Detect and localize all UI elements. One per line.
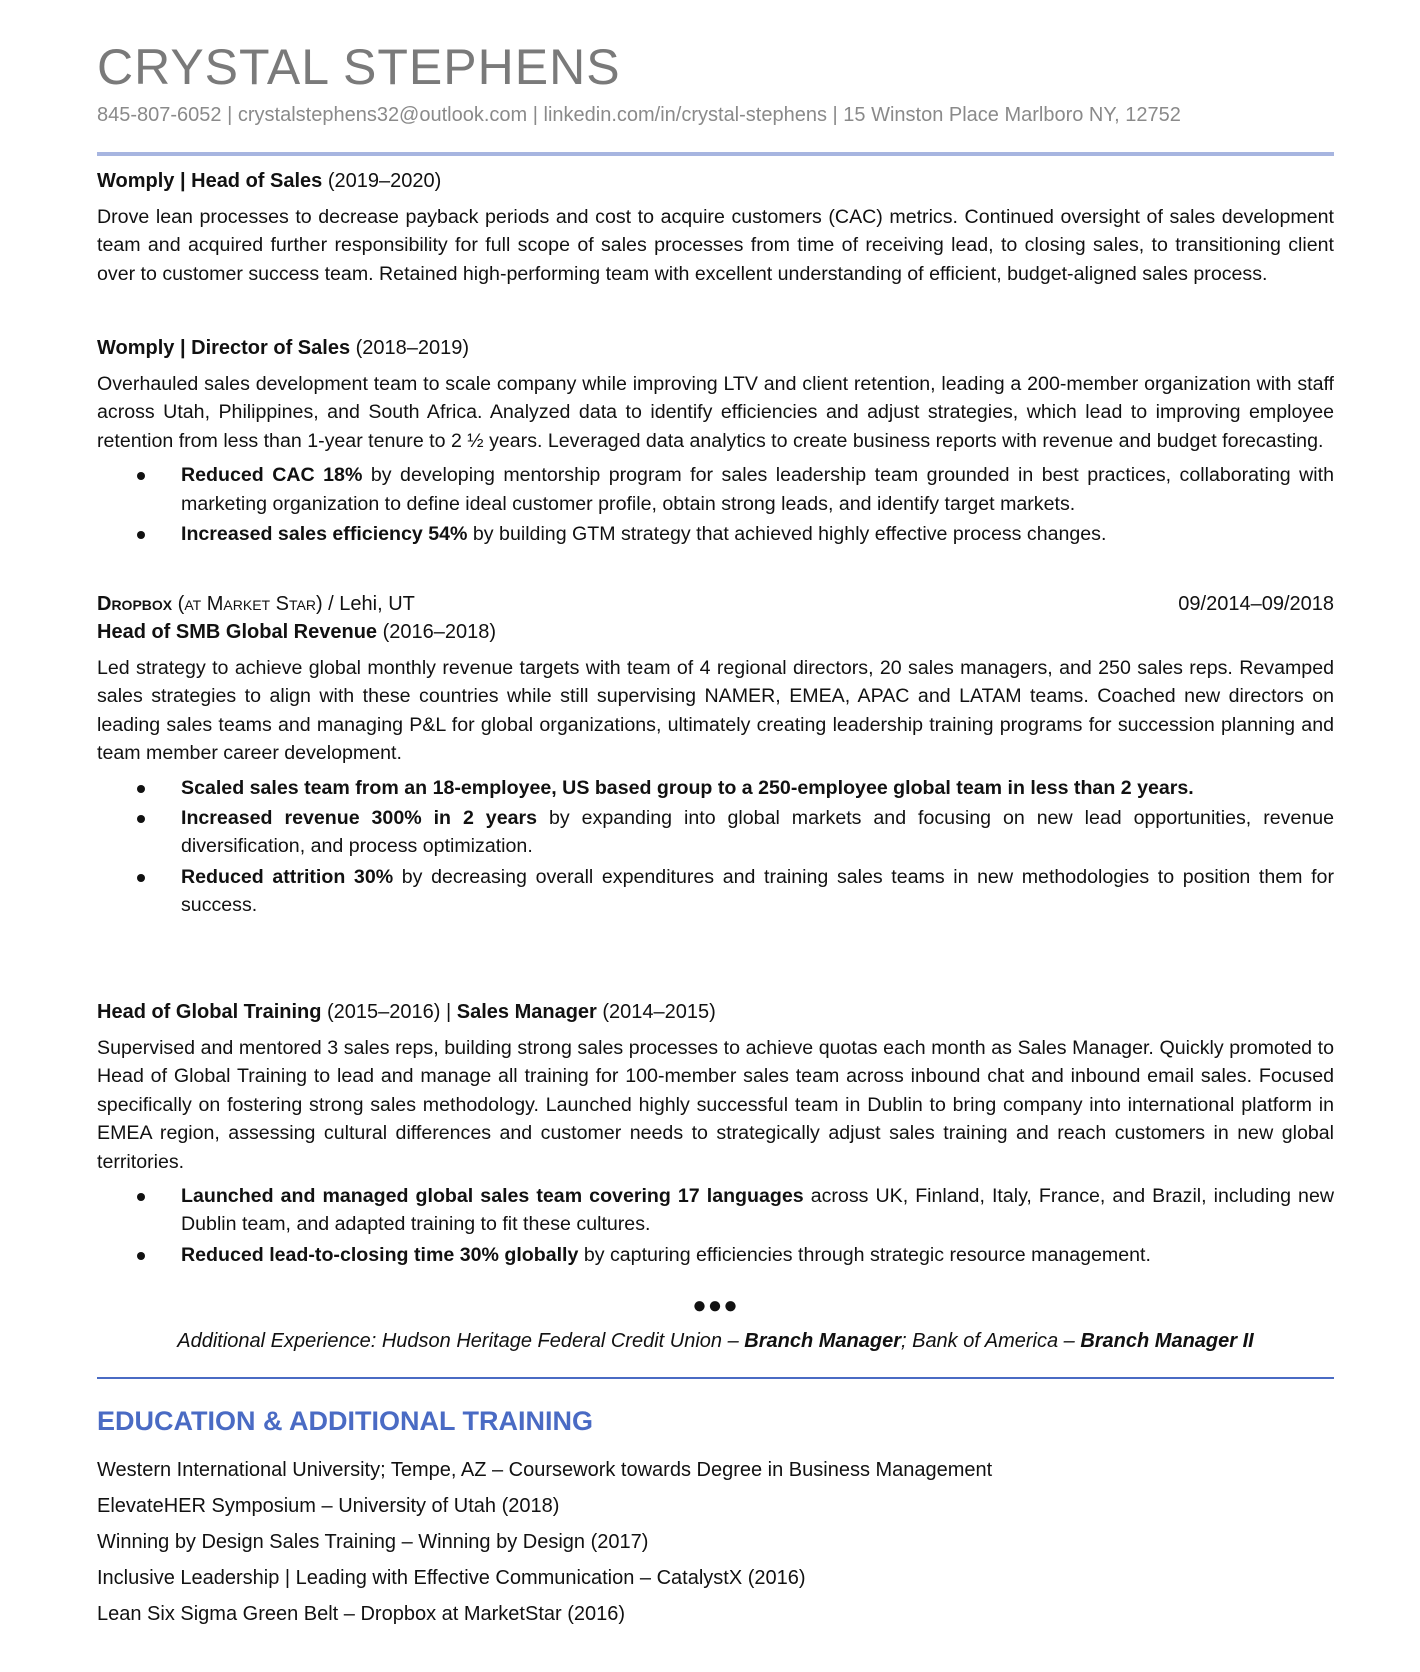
- company-name-line: [97, 590, 415, 618]
- job-womply-head-of-sales: [97, 167, 1334, 288]
- bullet-icon: [137, 785, 145, 793]
- achievement-highlight: Increased sales efficiency 54%: [181, 523, 468, 546]
- job-title: Womply | Head of Sales: [97, 170, 323, 192]
- achievement-list: [97, 774, 1334, 920]
- bullet-icon: [137, 1193, 145, 1201]
- company-paren-open: (: [172, 593, 185, 615]
- list-item: [97, 520, 1334, 548]
- additional-prefix: Additional Experience: Hudson Heritage Federal Credit Union –: [177, 1330, 745, 1352]
- job-dates: (2018–2019): [350, 337, 470, 359]
- job-heading: [97, 998, 1334, 1026]
- job-heading: [97, 167, 1334, 195]
- section-divider: [97, 1377, 1334, 1379]
- bullet-icon: [137, 815, 145, 823]
- company-name: Dropbox: [97, 593, 173, 615]
- job-dropbox-training: [97, 998, 1334, 1271]
- achievement-highlight: Reduced lead-to-closing time 30% globally: [181, 1243, 579, 1266]
- achievement-text: across UK, Finland, Italy, France, and Brazil, including new Dublin team, and adapted training to fit these cultures.: [181, 1185, 1334, 1236]
- bullet-icon: [137, 531, 145, 539]
- bullet-icon: [137, 1252, 145, 1260]
- list-item: Inclusive Leadership | Leading with Effective Communication – CatalystX (2016): [97, 1567, 806, 1589]
- achievement-list: [97, 1182, 1334, 1269]
- list-item: [97, 774, 1334, 802]
- list-item: [97, 1182, 1334, 1239]
- job-dropbox: [97, 590, 1334, 922]
- job-dates: (2015–2016) |: [321, 1001, 457, 1023]
- achievement-text: by capturing efficiencies through strategic resource management.: [578, 1243, 1151, 1266]
- additional-role: Branch Manager II: [1080, 1330, 1254, 1352]
- achievement-text: by developing mentorship program for sales leadership team grounded in best practices, collaborating with marketing organization to define ideal customer profile, obtain strong leads, and identify target markets.: [181, 464, 1334, 515]
- education-list: [97, 1452, 1334, 1632]
- job-heading: [97, 618, 1334, 646]
- job-description: Overhauled sales development team to scale company while improving LTV and client retention, leading a 200-member organization with staff across Utah, Philippines, and South Africa. Analyzed data to identify efficiencies and adjust strategies, which lead to improving employee retention from less than 1-year tenure to 2 ½ years. Leveraged data analytics to create business reports with revenue and budget forecasting.: [97, 373, 1334, 452]
- list-item: [97, 1241, 1334, 1269]
- achievement-list: [97, 461, 1334, 548]
- job-description: Led strategy to achieve global monthly revenue targets with team of 4 regional directors, 20 sales managers, and 250 sales reps. Revamped sales strategies to align with these countries while still supervising NAMER, EMEA, APAC and LATAM teams. Coached new directors on leading sales teams and managing P&L for global organizations, ultimately creating leadership training programs for succession planning and team member career development.: [97, 657, 1334, 765]
- contact-line: 845-807-6052 | crystalstephens32@outlook.com | linkedin.com/in/crystal-stephens | 15 Winston Place Marlboro NY, 12752: [97, 104, 1181, 126]
- list-item: Winning by Design Sales Training – Winning by Design (2017): [97, 1531, 649, 1553]
- job-title-secondary: Sales Manager: [456, 1001, 597, 1023]
- list-item: [97, 863, 1334, 920]
- job-dates: (2019–2020): [322, 170, 442, 192]
- candidate-name: CRYSTAL STEPHENS: [97, 39, 621, 95]
- education-heading: EDUCATION & ADDITIONAL TRAINING: [97, 1406, 593, 1436]
- job-title: Womply | Director of Sales: [97, 337, 351, 359]
- list-item: [97, 804, 1334, 861]
- job-dates: (2016–2018): [377, 621, 497, 643]
- header-divider: [97, 152, 1334, 156]
- job-title: Head of Global Training: [97, 1001, 322, 1023]
- achievement-text: by decreasing overall expenditures and training sales teams in new methodologies to position them for success.: [181, 865, 1334, 917]
- additional-experience: [97, 1330, 1334, 1353]
- achievement-highlight: Launched and managed global sales team covering 17 languages: [181, 1185, 804, 1208]
- company-line: [97, 590, 1334, 618]
- achievement-highlight: Scaled sales team from an 18-employee, US based group to a 250-employee global team in less than 2 years.: [181, 776, 1194, 799]
- achievement-highlight: Reduced CAC 18%: [181, 464, 363, 487]
- job-heading: [97, 334, 1334, 362]
- job-womply-director-of-sales: [97, 334, 1334, 550]
- bullet-icon: [137, 874, 145, 882]
- company-location: ) / Lehi, UT: [315, 593, 415, 615]
- additional-middle: ; Bank of America –: [900, 1330, 1081, 1352]
- company-affiliate: at Market Star: [184, 593, 316, 615]
- section-separator-icon: ●●●: [692, 1292, 739, 1319]
- company-dates: 09/2014–09/2018: [1178, 593, 1334, 615]
- list-item: Lean Six Sigma Green Belt – Dropbox at MarketStar (2016): [97, 1603, 626, 1625]
- list-item: Western International University; Tempe, AZ – Coursework towards Degree in Business Management: [97, 1459, 993, 1481]
- job-title: Head of SMB Global Revenue: [97, 621, 378, 643]
- job-description: Supervised and mentored 3 sales reps, building strong sales processes to achieve quotas each month as Sales Manager. Quickly promoted to Head of Global Training to lead and manage all training for 100-member sales team across inbound chat and inbound email sales. Focused specifically on fostering strong sales methodology. Launched highly successful team in Dublin to bring company into international platform in EMEA region, assessing cultural differences and customer needs to strategically adjust sales training and reach customers in new global territories.: [97, 1037, 1334, 1173]
- bullet-icon: [137, 472, 145, 480]
- list-item: [97, 461, 1334, 518]
- job-description: Drove lean processes to decrease payback periods and cost to acquire customers (CAC) metrics. Continued oversight of sales development team and acquired further responsibility for full scope of sales processes from time of receiving lead, to closing sales, to transitioning client over to customer success team. Retained high-performing team with excellent understanding of efficient, budget-aligned sales process.: [97, 206, 1334, 285]
- achievement-text: by building GTM strategy that achieved highly effective process changes.: [467, 523, 1107, 546]
- job-dates-secondary: (2014–2015): [596, 1001, 716, 1023]
- achievement-highlight: Increased revenue 300% in 2 years: [181, 807, 538, 830]
- list-item: ElevateHER Symposium – University of Utah (2018): [97, 1495, 560, 1517]
- additional-role: Branch Manager: [744, 1330, 901, 1352]
- achievement-highlight: Reduced attrition 30%: [181, 865, 394, 888]
- achievement-text: by expanding into global markets and focusing on new lead opportunities, revenue diversification, and process optimization.: [181, 807, 1334, 858]
